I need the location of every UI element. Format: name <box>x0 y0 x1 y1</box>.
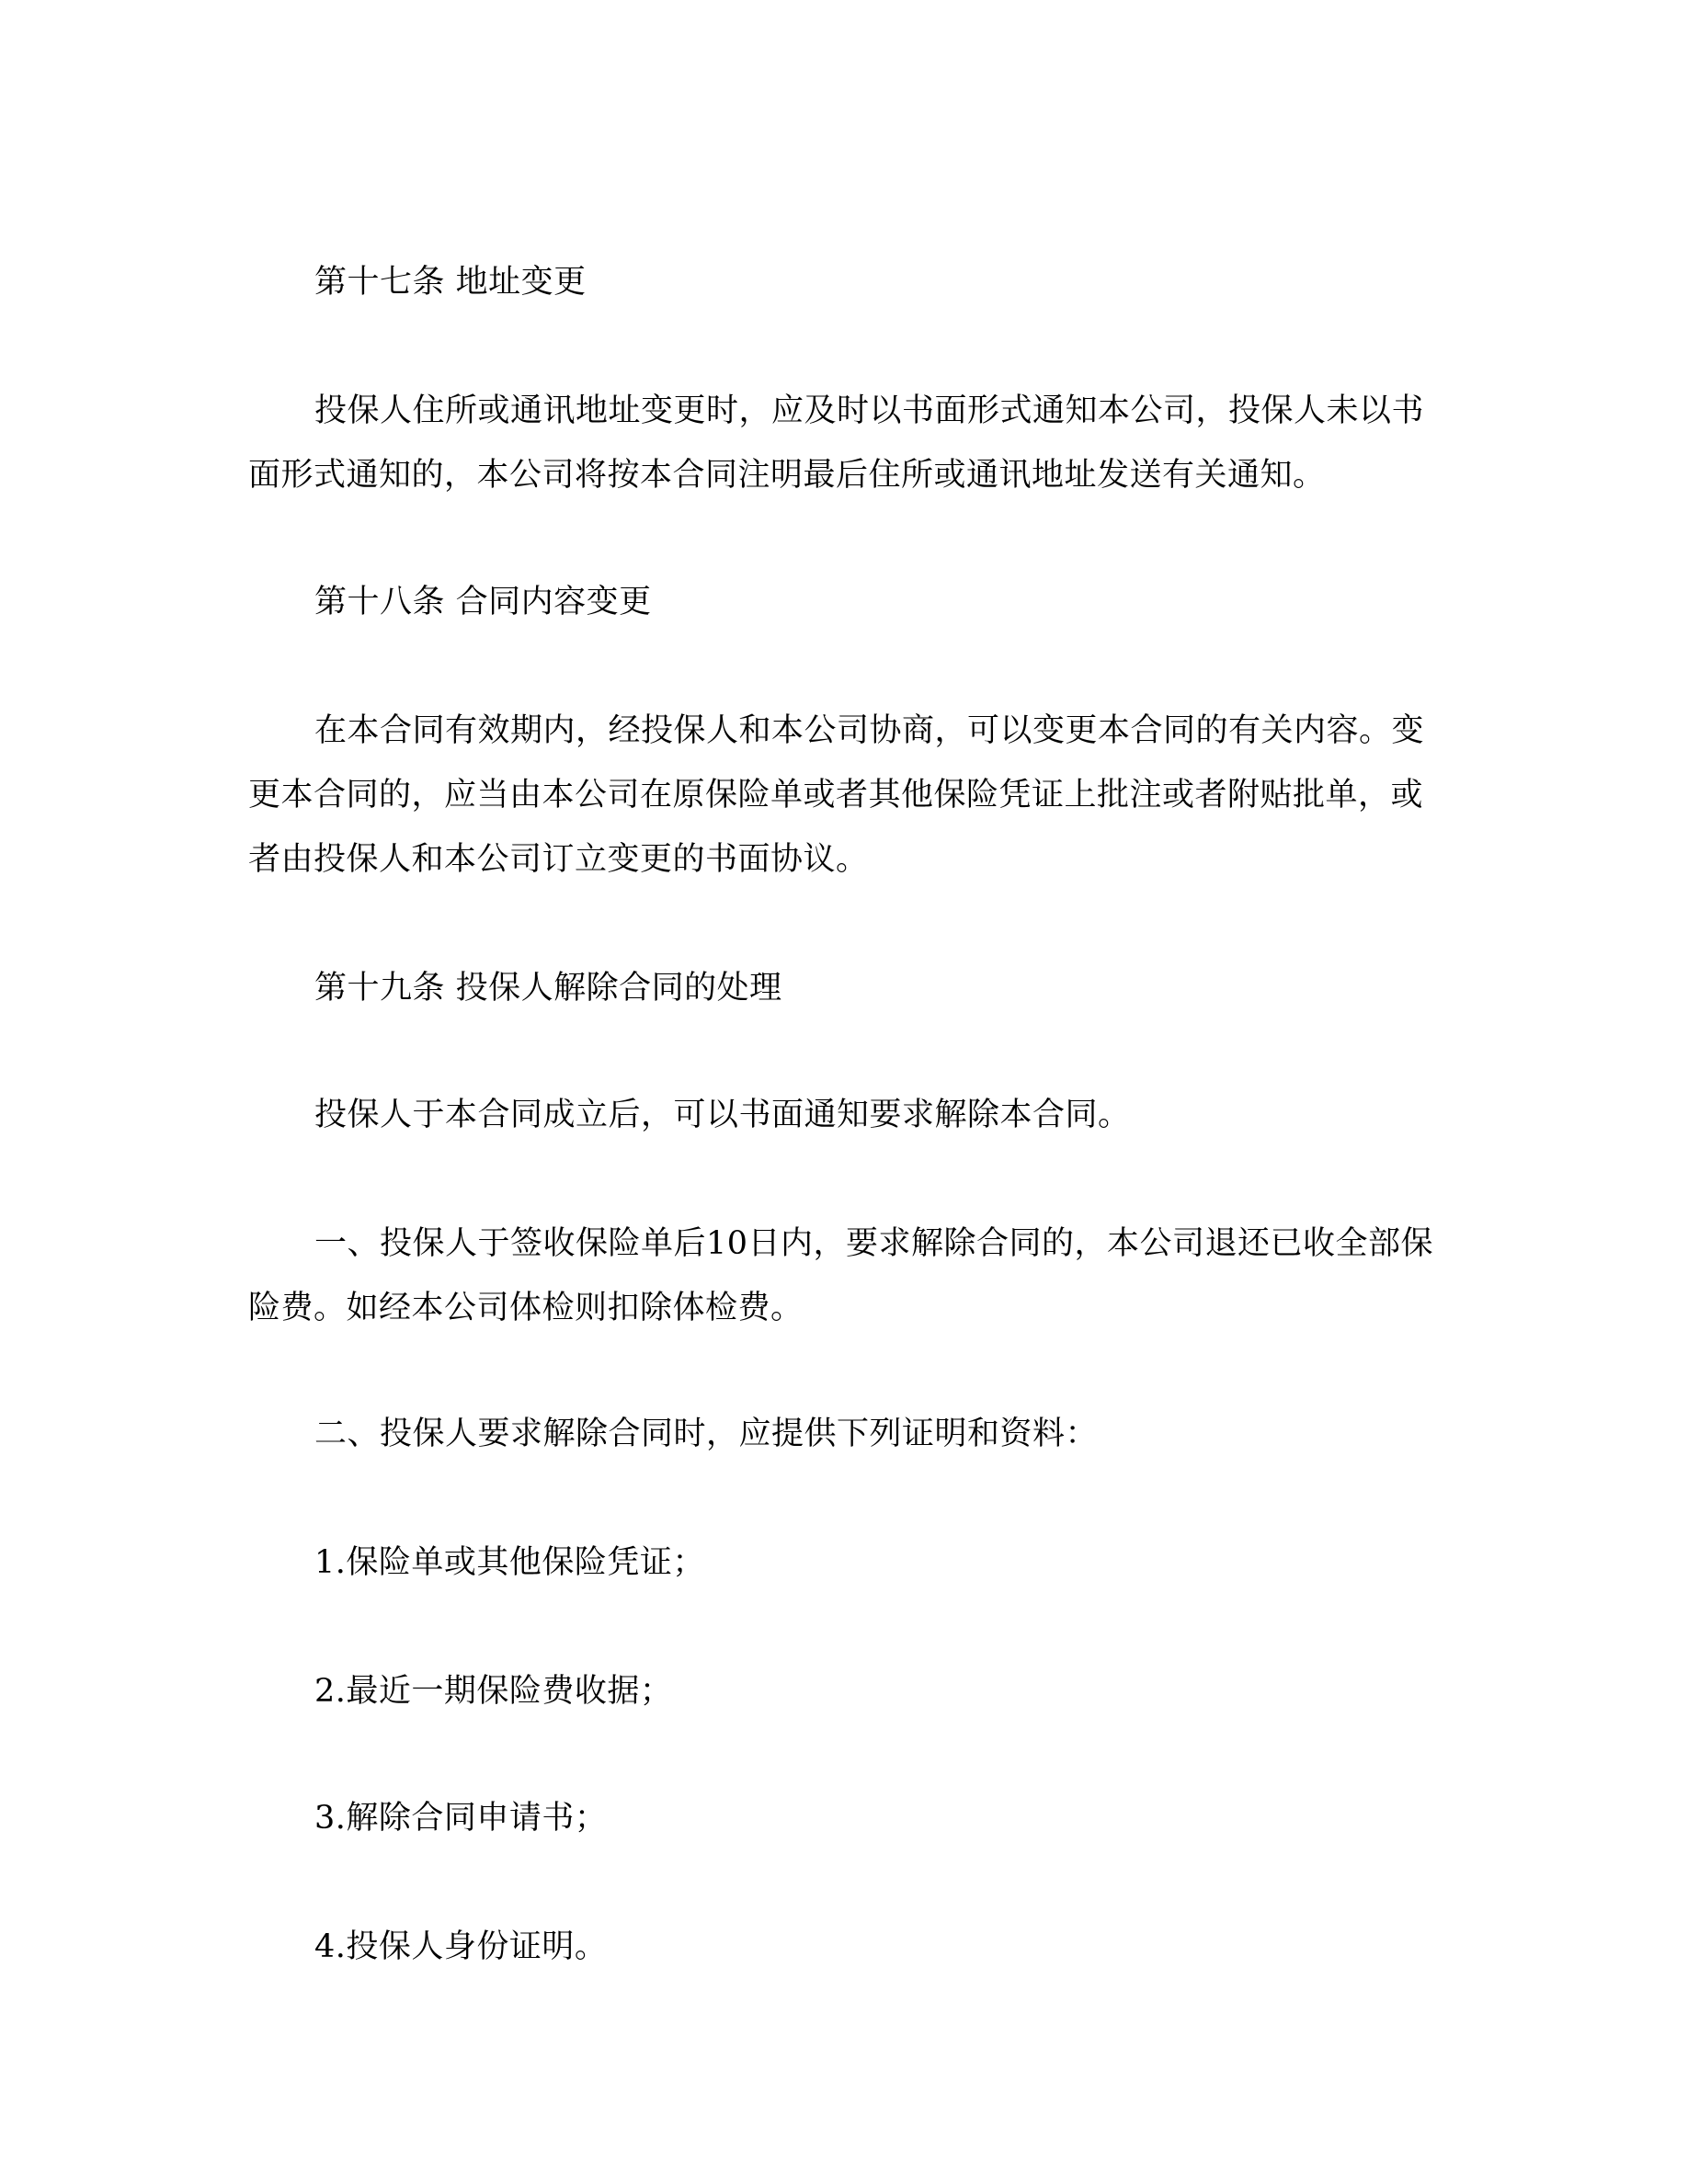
article-19-clause-2: 二、投保人要求解除合同时，应提供下列证明和资料： <box>314 1416 1099 1452</box>
article-17-heading: 第十七条 地址变更 <box>314 264 587 301</box>
article-19-clause-1: 一、投保人于签收保险单后10日内，要求解除合同的，本公司退还已收全部保险费。如经本公司体检则扣除体检费。 <box>248 1225 1434 1326</box>
article-19-heading: 第十九条 投保人解除合同的处理 <box>314 970 782 1007</box>
list-item-3: 3.解除合同申请书； <box>314 1800 608 1837</box>
list-item-2: 2.最近一期保险费收据； <box>314 1673 673 1710</box>
article-17-body: 投保人住所或通讯地址变更时，应及时以书面形式通知本公司，投保人未以书面形式通知的，本公司将按本合同注明最后住所或通讯地址发送有关通知。 <box>248 392 1425 494</box>
article-18-body: 在本合同有效期内，经投保人和本公司协商，可以变更本合同的有关内容。变更本合同的，应当由本公司在原保险单或者其他保险凭证上批注或者附贴批单，或者由投保人和本公司订立变更的书面协议。 <box>248 712 1425 878</box>
list-item-4: 4.投保人身份证明。 <box>314 1928 608 1965</box>
article-18-heading: 第十八条 合同内容变更 <box>314 584 652 620</box>
article-19-body: 投保人于本合同成立后，可以书面通知要求解除本合同。 <box>314 1097 1131 1133</box>
list-item-1: 1.保险单或其他保险凭证； <box>314 1544 705 1581</box>
